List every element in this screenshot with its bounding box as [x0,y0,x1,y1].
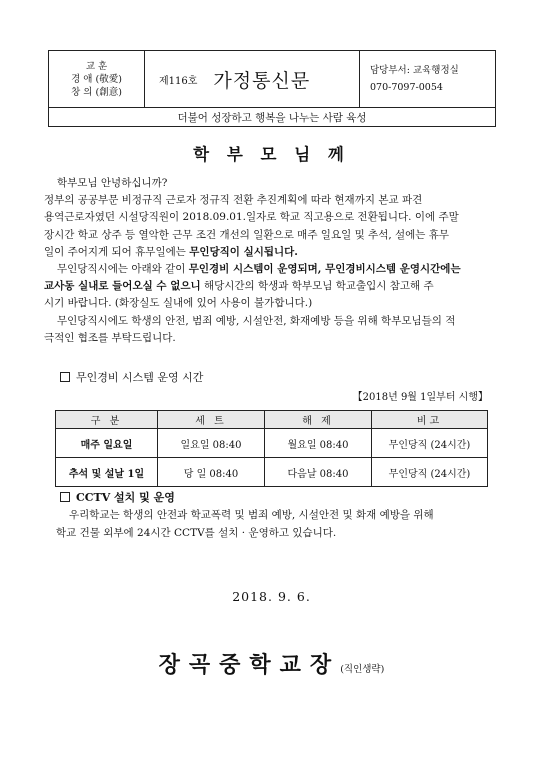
issue-date: 2018. 9. 6. [232,589,311,604]
seal-note: (직인생략) [340,664,385,675]
motto-respect: 경 애 (敬愛) [71,73,122,85]
cctv-text [56,507,486,542]
motto-creativity: 창 의 (創意) [71,86,122,98]
p2-l2-bold: 교사동 실내로 들어오실 수 없으니 [44,280,201,293]
newsletter-header [48,50,496,127]
cctv-line-1: 우리학교는 학생의 안전과 학교폭력 및 범죄 예방, 시설안전 및 화재 예방을 위해 [69,509,434,521]
p1-l4-bold: 무인당직이 실시됩니다. [189,245,298,258]
table-row [56,458,488,487]
row-note: 무인당직 (24시간) [372,458,488,487]
section-cctv-heading [60,489,175,505]
school-motto [49,51,145,107]
header-disarm: 해 제 [265,411,372,429]
paragraph-1-line-1: 정부의 공공부문 비정규직 근로자 정규직 전환 추진계획에 따라 현재까지 본교 파견 [44,194,423,207]
table-header-row [56,411,488,429]
paragraph-3-line-1: 무인당직시에도 학생의 안전, 범죄 예방, 시설안전, 화재예방 등을 위해 학부모님들의 적 [57,314,456,327]
paragraph-2-line-1 [44,261,496,278]
p2-l1-text: 무인당직시에는 아래와 같이 [57,263,189,276]
paragraph-2-line-2 [44,278,496,295]
cctv-line-2: 학교 건물 외부에 24시간 CCTV를 설치 · 운영하고 있습니다. [56,526,337,539]
department-phone: 070-7097-0054 [370,82,443,93]
title-cell [145,51,360,107]
p1-l4-text: 일이 주어지게 되어 휴무일에는 [44,245,190,258]
p2-l2-text: 해당시간의 학생과 학부모님 학교출입시 참고해 주 [200,280,434,293]
paragraph-2-line-3: 시기 바랍니다. (화장실도 실내에 있어 사용이 불가합니다.) [44,297,313,310]
row-arm-time: 일요일 08:40 [158,429,265,458]
paragraph-3-line-2: 극적인 협조를 부탁드립니다. [44,331,176,344]
newsletter-title: 가정통신문 [213,69,311,92]
section-cctv-title: CCTV 설치 및 운영 [76,491,175,504]
p2-l1-bold: 무인경비 시스템이 운영되며, 무인경비시스템 운영시간에는 [188,263,461,276]
greeting-line: 학부모님 안녕하십니까? [57,177,168,189]
section-security-heading [60,369,203,385]
security-schedule-table [55,410,488,487]
department-name: 담당부서: 교육행정실 [370,65,459,76]
signature-block [0,648,543,679]
paragraph-1-line-3: 장시간 학교 상주 등 열악한 근무 조건 개선의 일환으로 매주 일요일 및 추석, 설에는 휴무 [44,228,450,241]
motto-label: 교 훈 [85,60,108,72]
row-note: 무인당직 (24시간) [372,429,488,458]
issue-number: 제116호 [159,75,198,87]
effective-date-note: 【2018년 9월 1일부터 시행】 [352,392,488,403]
checkbox-bullet-icon [60,372,70,382]
row-arm-time: 당 일 08:40 [158,458,265,487]
row-category: 매주 일요일 [56,429,158,458]
school-slogan: 더불어 성장하고 행복을 나누는 사람 육성 [177,111,367,124]
header-category: 구 분 [56,411,158,429]
row-category: 추석 및 설날 1일 [56,458,158,487]
row-disarm-time: 다음날 08:40 [265,458,372,487]
greeting-title: 학 부 모 님 께 [193,145,350,164]
letter-body [44,175,496,347]
row-disarm-time: 월요일 08:40 [265,429,372,458]
department-info [360,51,495,107]
principal-signature: 장곡중학교장 [158,652,341,678]
header-arm: 세 트 [158,411,265,429]
table-row [56,429,488,458]
header-note: 비고 [372,411,488,429]
checkbox-bullet-icon [60,492,70,502]
paragraph-1-line-2: 용역근로자였던 시설당직원이 2018.09.01.일자로 학교 직고용으로 전환됩니다. 이에 주말 [44,211,459,224]
section-security-title: 무인경비 시스템 운영 시간 [76,371,204,384]
paragraph-1-line-4 [44,244,496,261]
header-top-row [49,51,495,108]
